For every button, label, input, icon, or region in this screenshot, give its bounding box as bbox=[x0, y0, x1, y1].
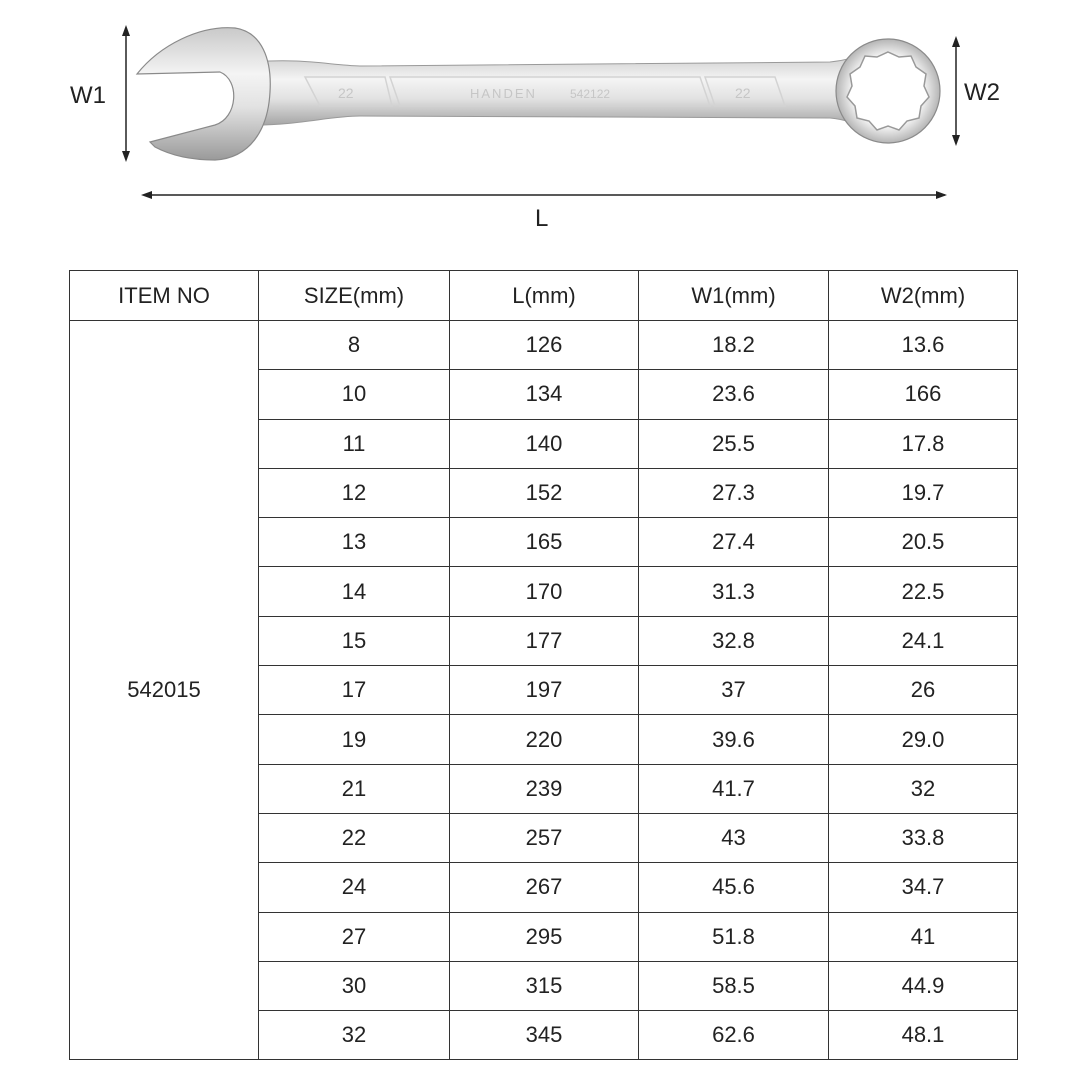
w1-cell: 37 bbox=[639, 666, 829, 715]
size-cell: 21 bbox=[259, 764, 450, 813]
length-cell: 257 bbox=[450, 813, 639, 862]
w1-cell: 27.3 bbox=[639, 468, 829, 517]
w1-cell: 31.3 bbox=[639, 567, 829, 616]
size-cell: 32 bbox=[259, 1011, 450, 1060]
w1-cell: 51.8 bbox=[639, 912, 829, 961]
w1-cell: 23.6 bbox=[639, 370, 829, 419]
w1-cell: 58.5 bbox=[639, 961, 829, 1010]
w2-cell: 41 bbox=[829, 912, 1018, 961]
w2-cell: 34.7 bbox=[829, 863, 1018, 912]
svg-text:542122: 542122 bbox=[570, 87, 611, 101]
length-cell: 134 bbox=[450, 370, 639, 419]
header-length: L(mm) bbox=[450, 271, 639, 321]
length-cell: 126 bbox=[450, 321, 639, 370]
w2-cell: 32 bbox=[829, 764, 1018, 813]
w2-cell: 13.6 bbox=[829, 321, 1018, 370]
w2-cell: 29.0 bbox=[829, 715, 1018, 764]
w2-cell: 26 bbox=[829, 666, 1018, 715]
header-w2: W2(mm) bbox=[829, 271, 1018, 321]
w1-cell: 25.5 bbox=[639, 419, 829, 468]
w2-cell: 24.1 bbox=[829, 616, 1018, 665]
size-cell: 22 bbox=[259, 813, 450, 862]
length-cell: 267 bbox=[450, 863, 639, 912]
length-cell: 140 bbox=[450, 419, 639, 468]
w1-cell: 18.2 bbox=[639, 321, 829, 370]
length-cell: 165 bbox=[450, 518, 639, 567]
w2-cell: 33.8 bbox=[829, 813, 1018, 862]
header-item-no: ITEM NO bbox=[70, 271, 259, 321]
length-cell: 295 bbox=[450, 912, 639, 961]
size-cell: 14 bbox=[259, 567, 450, 616]
length-cell: 345 bbox=[450, 1011, 639, 1060]
svg-text:22: 22 bbox=[338, 85, 354, 101]
svg-text:HANDEN: HANDEN bbox=[470, 86, 537, 101]
size-cell: 17 bbox=[259, 666, 450, 715]
size-cell: 13 bbox=[259, 518, 450, 567]
size-cell: 19 bbox=[259, 715, 450, 764]
w1-cell: 27.4 bbox=[639, 518, 829, 567]
w2-cell: 48.1 bbox=[829, 1011, 1018, 1060]
w1-cell: 45.6 bbox=[639, 863, 829, 912]
w2-cell: 166 bbox=[829, 370, 1018, 419]
w2-label: W2 bbox=[964, 79, 1000, 106]
size-cell: 30 bbox=[259, 961, 450, 1010]
w1-cell: 41.7 bbox=[639, 764, 829, 813]
size-cell: 12 bbox=[259, 468, 450, 517]
length-cell: 170 bbox=[450, 567, 639, 616]
length-cell: 152 bbox=[450, 468, 639, 517]
item-no-cell: 542015 bbox=[70, 321, 259, 1060]
table-header-row bbox=[70, 271, 1018, 321]
w2-cell: 19.7 bbox=[829, 468, 1018, 517]
size-cell: 8 bbox=[259, 321, 450, 370]
size-cell: 27 bbox=[259, 912, 450, 961]
size-cell: 11 bbox=[259, 419, 450, 468]
length-cell: 197 bbox=[450, 666, 639, 715]
size-cell: 15 bbox=[259, 616, 450, 665]
header-w1: W1(mm) bbox=[639, 271, 829, 321]
w1-cell: 43 bbox=[639, 813, 829, 862]
w1-cell: 32.8 bbox=[639, 616, 829, 665]
table-row bbox=[70, 321, 1018, 370]
length-cell: 315 bbox=[450, 961, 639, 1010]
w2-cell: 22.5 bbox=[829, 567, 1018, 616]
w2-cell: 20.5 bbox=[829, 518, 1018, 567]
w2-cell: 17.8 bbox=[829, 419, 1018, 468]
spec-table bbox=[69, 270, 1018, 1060]
wrench-diagram bbox=[0, 0, 1080, 250]
header-size: SIZE(mm) bbox=[259, 271, 450, 321]
w1-cell: 39.6 bbox=[639, 715, 829, 764]
w2-cell: 44.9 bbox=[829, 961, 1018, 1010]
length-cell: 239 bbox=[450, 764, 639, 813]
svg-text:22: 22 bbox=[735, 85, 751, 101]
size-cell: 24 bbox=[259, 863, 450, 912]
l-label: L bbox=[535, 205, 549, 232]
w1-label: W1 bbox=[70, 82, 106, 109]
w1-cell: 62.6 bbox=[639, 1011, 829, 1060]
length-cell: 220 bbox=[450, 715, 639, 764]
length-cell: 177 bbox=[450, 616, 639, 665]
size-cell: 10 bbox=[259, 370, 450, 419]
